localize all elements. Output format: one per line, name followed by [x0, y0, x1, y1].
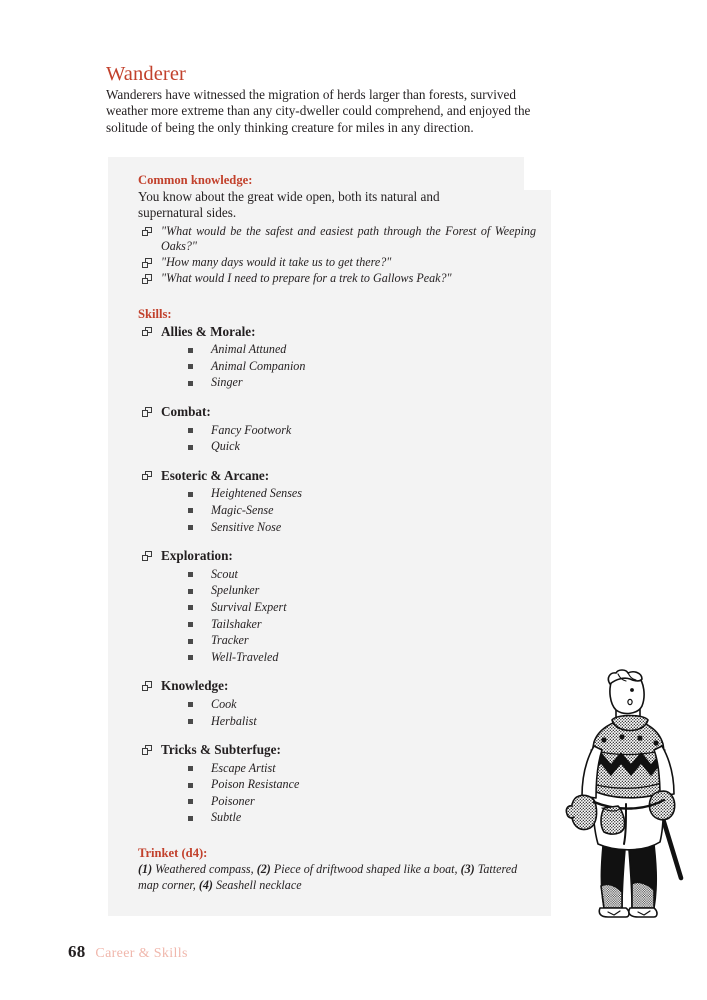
skill-group-name: Knowledge: — [161, 678, 229, 694]
list-item — [188, 566, 536, 583]
trinket-section — [138, 845, 536, 893]
trinket-heading: Trinket (d4): — [138, 846, 208, 861]
duplicate-squares-icon — [142, 407, 153, 418]
career-detail-content — [138, 172, 536, 893]
skill-name: Animal Attuned — [211, 342, 287, 357]
skill-group-combat — [138, 404, 536, 455]
trinket-entry-list — [138, 862, 531, 893]
list-item — [188, 760, 536, 777]
list-item — [188, 809, 536, 826]
list-item — [188, 793, 536, 810]
square-bullet-icon — [188, 783, 193, 788]
list-item — [188, 341, 536, 358]
square-bullet-icon — [188, 348, 193, 353]
skill-name: Animal Companion — [211, 358, 306, 373]
common-knowledge-question: "What would be the safest and easiest path through the Forest of Weeping Oaks?" — [161, 223, 536, 254]
list-item — [188, 649, 536, 666]
list-item — [138, 255, 536, 270]
duplicate-squares-icon — [142, 227, 153, 238]
skill-name: Subtle — [211, 810, 242, 825]
skill-name: Singer — [211, 375, 243, 390]
duplicate-squares-icon — [142, 327, 153, 338]
skill-group-name: Allies & Morale: — [161, 323, 256, 339]
square-bullet-icon — [188, 364, 193, 369]
skill-name: Herbalist — [211, 713, 257, 728]
list-item — [188, 696, 536, 713]
square-bullet-icon — [188, 655, 193, 660]
skill-name: Quick — [211, 439, 240, 454]
skill-name: Magic-Sense — [211, 502, 274, 517]
square-bullet-icon — [188, 428, 193, 433]
list-item — [188, 616, 536, 633]
square-bullet-icon — [188, 639, 193, 644]
square-bullet-icon — [188, 816, 193, 821]
list-item — [188, 502, 536, 519]
square-bullet-icon — [188, 605, 193, 610]
skill-name: Tailshaker — [211, 616, 262, 631]
career-header — [106, 62, 558, 136]
trinket-text: Tattered map corner, — [138, 862, 518, 892]
common-knowledge-section — [138, 172, 536, 287]
skill-item-list — [161, 485, 536, 535]
duplicate-squares-icon — [142, 745, 153, 756]
list-item — [188, 358, 536, 375]
skill-group-knowledge — [138, 678, 536, 729]
duplicate-squares-icon — [142, 471, 153, 482]
square-bullet-icon — [188, 766, 193, 771]
skill-name: Poison Resistance — [211, 777, 300, 792]
common-knowledge-heading: Common knowledge: — [138, 173, 253, 187]
skill-name: Heightened Senses — [211, 486, 303, 501]
skill-item-list — [161, 341, 536, 391]
list-item — [138, 271, 536, 286]
skill-name: Scout — [211, 566, 238, 581]
list-item — [188, 713, 536, 730]
list-item — [188, 485, 536, 502]
square-bullet-icon — [188, 702, 193, 707]
skill-item-list — [161, 696, 536, 729]
skill-group-name: Combat: — [161, 404, 211, 419]
footer-section-label: Career & Skills — [95, 946, 188, 961]
skill-group-name: Esoteric & Arcane: — [161, 467, 270, 483]
square-bullet-icon — [188, 445, 193, 450]
square-bullet-icon — [188, 799, 193, 804]
square-bullet-icon — [188, 572, 193, 577]
trinket-number: (3) — [460, 862, 475, 877]
list-item — [188, 422, 536, 439]
skill-group-name: Tricks & Subterfuge: — [161, 742, 281, 758]
square-bullet-icon — [188, 492, 193, 497]
skill-name: Tracker — [211, 633, 249, 648]
career-intro-text: Wanderers have witnessed the migration of herds larger than forests, survived weather more extreme than any city-dweller could comprehend, and enjoyed the solitude of being the only thinking creature for miles in any direction. — [106, 87, 531, 135]
common-knowledge-question: "How many days would it take us to get there?" — [161, 255, 392, 270]
list-item — [188, 776, 536, 793]
square-bullet-icon — [188, 381, 193, 386]
list-item — [188, 582, 536, 599]
page-title: Wanderer — [106, 63, 186, 85]
skill-name: Fancy Footwork — [211, 422, 292, 437]
list-item — [188, 519, 536, 536]
skill-group-allies-and-morale — [138, 324, 536, 391]
skill-group-list — [138, 324, 536, 826]
skill-group-exploration — [138, 548, 536, 665]
skill-name: Escape Artist — [211, 760, 276, 775]
skill-item-list — [161, 422, 536, 455]
skill-item-list — [161, 760, 536, 826]
list-item — [188, 438, 536, 455]
skill-name: Spelunker — [211, 583, 260, 598]
square-bullet-icon — [188, 525, 193, 530]
trinket-text: Weathered compass, — [155, 862, 254, 877]
skill-group-name: Exploration: — [161, 548, 233, 564]
trinket-number: (1) — [138, 862, 153, 877]
list-item — [188, 374, 536, 391]
trinket-text: Seashell necklace — [215, 877, 302, 892]
skill-name: Sensitive Nose — [211, 519, 282, 534]
square-bullet-icon — [188, 508, 193, 513]
skill-group-esoteric-and-arcane — [138, 468, 536, 535]
duplicate-squares-icon — [142, 551, 153, 562]
duplicate-squares-icon — [142, 681, 153, 692]
skill-name: Cook — [211, 696, 237, 711]
trinket-number: (4) — [198, 877, 213, 892]
list-item — [188, 599, 536, 616]
wanderer-character-illustration — [560, 668, 700, 920]
skill-name: Survival Expert — [211, 599, 287, 614]
square-bullet-icon — [188, 622, 193, 627]
skill-name: Poisoner — [211, 793, 255, 808]
trinket-text: Piece of driftwood shaped like a boat, — [273, 862, 458, 877]
skills-section — [138, 306, 536, 826]
duplicate-squares-icon — [142, 258, 153, 269]
skill-name: Well-Traveled — [211, 649, 279, 664]
list-item — [138, 224, 536, 254]
square-bullet-icon — [188, 719, 193, 724]
skill-item-list — [161, 566, 536, 666]
list-item — [188, 632, 536, 649]
page-number: 68 — [68, 942, 86, 961]
common-knowledge-summary: You know about the great wide open, both its natural and supernatural sides. — [138, 189, 440, 221]
page-footer — [68, 942, 188, 962]
skill-group-tricks-and-subterfuge — [138, 742, 536, 826]
square-bullet-icon — [188, 589, 193, 594]
trinket-number: (2) — [256, 862, 271, 877]
duplicate-squares-icon — [142, 274, 153, 285]
common-knowledge-question: "What would I need to prepare for a trek to Gallows Peak?" — [161, 271, 452, 286]
skills-heading: Skills: — [138, 306, 172, 321]
common-knowledge-question-list — [138, 224, 536, 287]
